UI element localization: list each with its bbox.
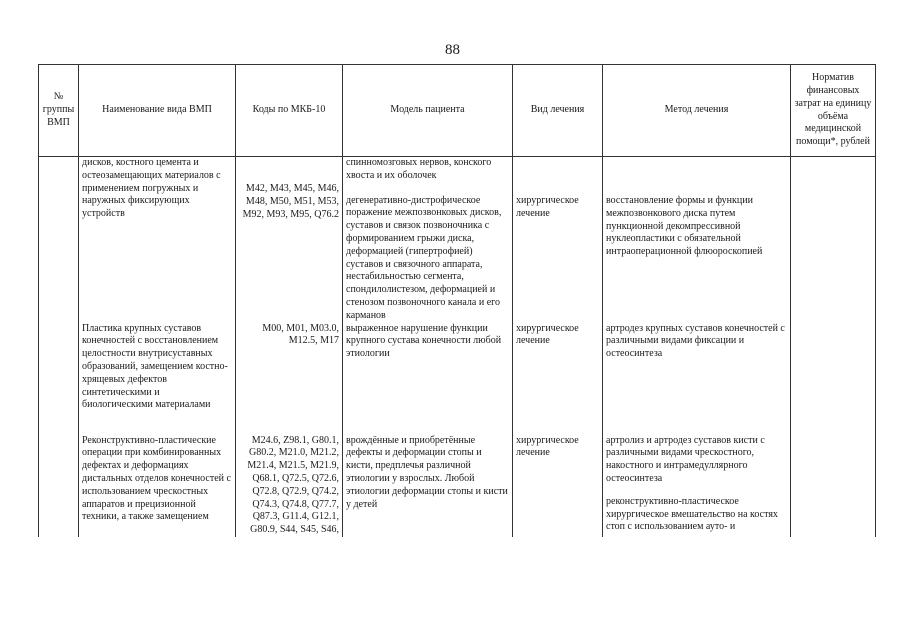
header-treatment-type: Вид лечения — [513, 65, 603, 157]
cell-patient-model: врождённые и приобретённые дефекты и деформации стопы и кисти, предплечья различной этиологии у взрослых. Любой этиологии деформации стопы и кисти у детей — [343, 435, 513, 537]
table-header-row — [39, 65, 876, 157]
cell-group — [39, 435, 79, 537]
method-text-2: реконструктивно-пластическое хирургическое вмешательство на костях стоп с использованием ауто- и — [606, 495, 778, 533]
cell-vmp-name: дисков, костного цемента и остеозамещающих материалов с применением погружных и наружных фиксирующих устройств — [79, 157, 236, 323]
table-row — [39, 157, 876, 323]
cell-treatment-method: артродез крупных суставов конечностей с различными видами фиксации и остеосинтеза — [603, 323, 791, 435]
method-text: артролиз и артродез суставов кисти с различными видами чрескостного, накостного и интрамедуллярного остеосинтеза — [606, 434, 765, 484]
table-row — [39, 435, 876, 537]
model-continuation-text: спинномозговых нервов, конского хвоста и их оболочек — [346, 157, 492, 181]
table-row — [39, 323, 876, 435]
header-icd-codes: Коды по МКБ-10 — [236, 65, 343, 157]
header-cost-norm: Норматив финансовых затрат на единицу объёма медицинской помощи*, рублей — [791, 65, 876, 157]
cell-cost-norm — [791, 435, 876, 537]
cell-vmp-name: Реконструктивно-пластические операции при комбинированных дефектах и деформациях дистальных отделов конечностей с использованием чрескостных аппаратов и прецизионной техники, а также замещением — [79, 435, 236, 537]
cell-treatment-type: хирургическое лечение — [513, 435, 603, 537]
header-treatment-method: Метод лечения — [603, 65, 791, 157]
cell-treatment-type: хирургическое лечение — [513, 323, 603, 435]
cell-codes — [236, 157, 343, 323]
cell-patient-model: выраженное нарушение функции крупного сустава конечности любой этиологии — [343, 323, 513, 435]
cell-cost-norm — [791, 157, 876, 323]
header-vmp-name: Наименование вида ВМП — [79, 65, 236, 157]
header-patient-model: Модель пациента — [343, 65, 513, 157]
cell-treatment-method — [603, 157, 791, 323]
cell-group — [39, 323, 79, 435]
codes-text: M42, M43, M45, M46, M48, M50, M51, M53, M92, M93, M95, Q76.2 — [242, 183, 339, 220]
header-group-number: № группы ВМП — [39, 65, 79, 157]
model-text: дегенеративно-дистрофическое поражение межпозвонковых дисков, суставов и связок позвоночника с формированием грыжи диска, деформацией (гипертрофией) суставов и связочного аппарата, нестабильностью сегмента, спондилолистезом, деформацией и стенозом позвоночного канала и его карманов — [346, 194, 502, 321]
cell-cost-norm — [791, 323, 876, 435]
method-text: восстановление формы и функции межпозвонкового диска путем пункционной декомпрессивной нуклеопластики с обязательной интраоперационной флюороскопией — [606, 195, 763, 258]
vmp-table — [38, 64, 876, 537]
cell-treatment-method — [603, 435, 791, 537]
page-number: 88 — [445, 42, 460, 58]
cell-treatment-type — [513, 157, 603, 323]
type-text: хирургическое лечение — [516, 195, 579, 219]
cell-codes: M24.6, Z98.1, G80.1, G80.2, M21.0, M21.2, M21.4, M21.5, M21.9, Q68.1, Q72.5, Q72.6, Q72.8, Q72.9, Q74.2, Q74.3, Q74.8, Q77.7, Q87.3, G11.4, G12.1, G80.9, S44, S45, S46, — [236, 435, 343, 537]
cell-codes: M00, M01, M03.0, M12.5, M17 — [236, 323, 343, 435]
cell-patient-model — [343, 157, 513, 323]
cell-vmp-name: Пластика крупных суставов конечностей с восстановлением целостности внутрисуставных образований, замещением костно-хрящевых дефектов синтетическими и биологическими материалами — [79, 323, 236, 435]
cell-group — [39, 157, 79, 323]
